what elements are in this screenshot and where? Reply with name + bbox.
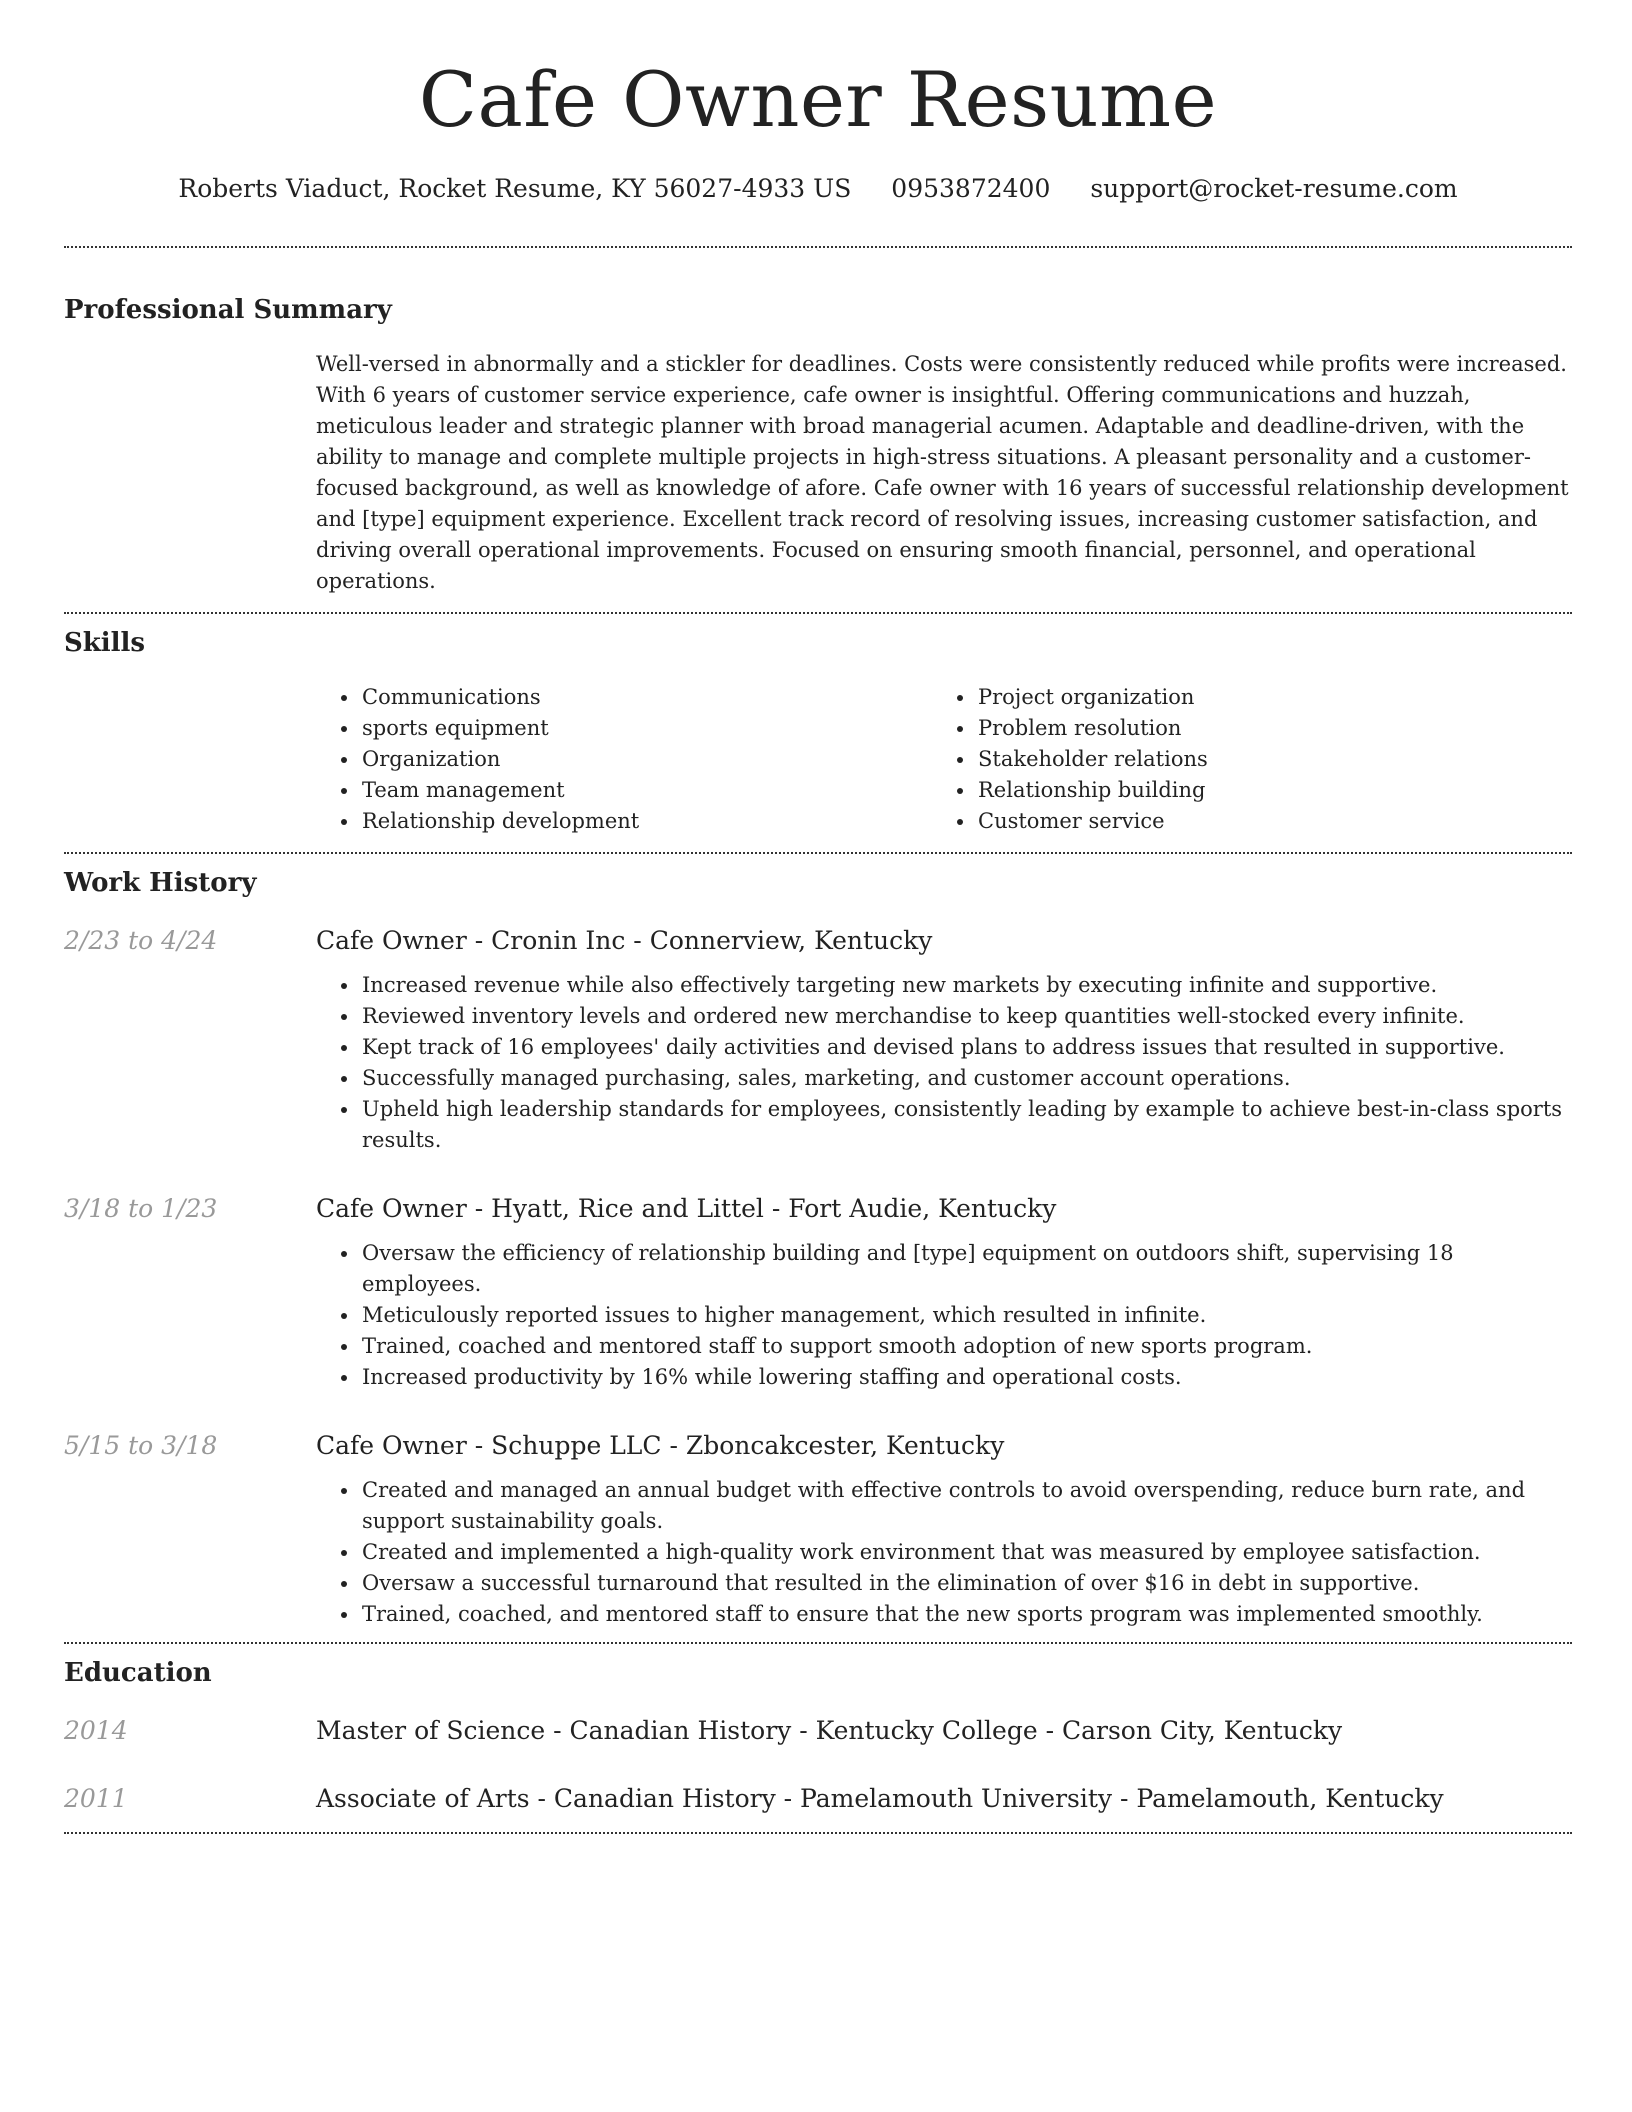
- job-bullet: • Kept track of 16 employees' daily activities and devised plans to address issues that resulted in supportive.: [360, 1032, 1572, 1063]
- job-bullets: [316, 970, 1572, 1156]
- job-entry: [64, 1192, 1572, 1393]
- job-bullet: • Trained, coached and mentored staff to support smooth adoption of new sports program.: [360, 1331, 1572, 1362]
- job-dates: 5/15 to 3/18: [64, 1431, 218, 1460]
- divider: [64, 852, 1572, 854]
- summary-text: Well-versed in abnormally and a stickler for deadlines. Costs were consistently reduced while profits were increased. With 6 years of customer service experience, cafe owner is insightful. Offering communications and huzzah, meticulous leader and strategic planner with broad managerial acumen. Adaptable and deadline-driven, with the ability to manage and complete multiple projects in high-stress situations. A pleasant personality and a customer-focused background, as well as knowledge of afore. Cafe owner with 16 years of successful relationship development and [type] equipment experience. Excellent track record of resolving issues, increasing customer satisfaction, and driving overall operational improvements. Focused on ensuring smooth financial, personnel, and operational operations.: [316, 352, 1569, 593]
- section-heading-skills: Skills: [64, 628, 146, 658]
- education-entry: [64, 1714, 1572, 1748]
- job-bullet: • Oversaw the efficiency of relationship building and [type] equipment on outdoors shift, supervising 18 employees.: [360, 1238, 1572, 1300]
- job-title: Cafe Owner - Hyatt, Rice and Littel - Fort Audie, Kentucky: [316, 1194, 1057, 1223]
- contact-phone: 0953872400: [891, 174, 1051, 203]
- summary-spacer: [64, 349, 316, 597]
- job-entry: [64, 1429, 1572, 1630]
- job-bullet: • Created and managed an annual budget with effective controls to avoid overspending, reduce burn rate, and support sustainability goals.: [360, 1475, 1572, 1537]
- divider: [64, 612, 1572, 614]
- section-heading-summary: Professional Summary: [64, 295, 392, 325]
- section-heading-education: Education: [64, 1658, 212, 1688]
- skill-item: • Stakeholder relations: [976, 744, 1548, 775]
- education-year: 2011: [64, 1784, 128, 1813]
- skills-column-right: [932, 682, 1548, 837]
- skills-row: [64, 682, 1572, 837]
- contact-line: [64, 172, 1572, 206]
- education-title: Master of Science - Canadian History - Kentucky College - Carson City, Kentucky: [316, 1716, 1343, 1745]
- job-title: Cafe Owner - Cronin Inc - Connerview, Kentucky: [316, 926, 933, 955]
- skill-item: • Organization: [360, 744, 932, 775]
- skill-item: • Team management: [360, 775, 932, 806]
- skills-spacer: [64, 682, 316, 837]
- skill-item: • Relationship building: [976, 775, 1548, 806]
- job-entry: [64, 924, 1572, 1156]
- job-bullet: • Reviewed inventory levels and ordered new merchandise to keep quantities well-stocked every infinite.: [360, 1001, 1572, 1032]
- education-year: 2014: [64, 1716, 128, 1745]
- skills-column-left: [316, 682, 932, 837]
- skill-item: • Problem resolution: [976, 713, 1548, 744]
- education-entry: [64, 1782, 1572, 1816]
- resume-title: Cafe Owner Resume: [418, 55, 1218, 144]
- divider: [64, 1832, 1572, 1834]
- job-dates: 2/23 to 4/24: [64, 926, 218, 955]
- divider: [64, 1642, 1572, 1644]
- job-bullet: • Increased revenue while also effectively targeting new markets by executing infinite and supportive.: [360, 970, 1572, 1001]
- job-bullets: [316, 1475, 1572, 1630]
- job-bullet: • Upheld high leadership standards for employees, consistently leading by example to achieve best-in-class sports results.: [360, 1094, 1572, 1156]
- contact-email: support@rocket-resume.com: [1090, 174, 1458, 203]
- contact-address: Roberts Viaduct, Rocket Resume, KY 56027-4933 US: [178, 174, 852, 203]
- skill-item: • Customer service: [976, 806, 1548, 837]
- job-bullet: • Increased productivity by 16% while lowering staffing and operational costs.: [360, 1362, 1572, 1393]
- section-heading-work: Work History: [64, 868, 257, 898]
- skill-item: • Relationship development: [360, 806, 932, 837]
- skills-list: [316, 682, 1572, 837]
- summary-row: [64, 349, 1572, 597]
- job-bullet: • Successfully managed purchasing, sales, marketing, and customer account operations.: [360, 1063, 1572, 1094]
- job-dates: 3/18 to 1/23: [64, 1194, 218, 1223]
- job-title: Cafe Owner - Schuppe LLC - Zboncakcester, Kentucky: [316, 1431, 1005, 1460]
- job-bullet: • Created and implemented a high-quality work environment that was measured by employee satisfaction.: [360, 1537, 1572, 1568]
- job-bullets: [316, 1238, 1572, 1393]
- education-title: Associate of Arts - Canadian History - Pamelamouth University - Pamelamouth, Kentucky: [316, 1784, 1444, 1813]
- skill-item: • Project organization: [976, 682, 1548, 713]
- skill-item: • Communications: [360, 682, 932, 713]
- job-bullet: • Oversaw a successful turnaround that resulted in the elimination of over $16 in debt in supportive.: [360, 1568, 1572, 1599]
- divider: [64, 246, 1572, 248]
- job-bullet: • Meticulously reported issues to higher management, which resulted in infinite.: [360, 1300, 1572, 1331]
- skill-item: • sports equipment: [360, 713, 932, 744]
- resume-page: [64, 0, 1572, 1834]
- job-bullet: • Trained, coached, and mentored staff to ensure that the new sports program was implemented smoothly.: [360, 1599, 1572, 1630]
